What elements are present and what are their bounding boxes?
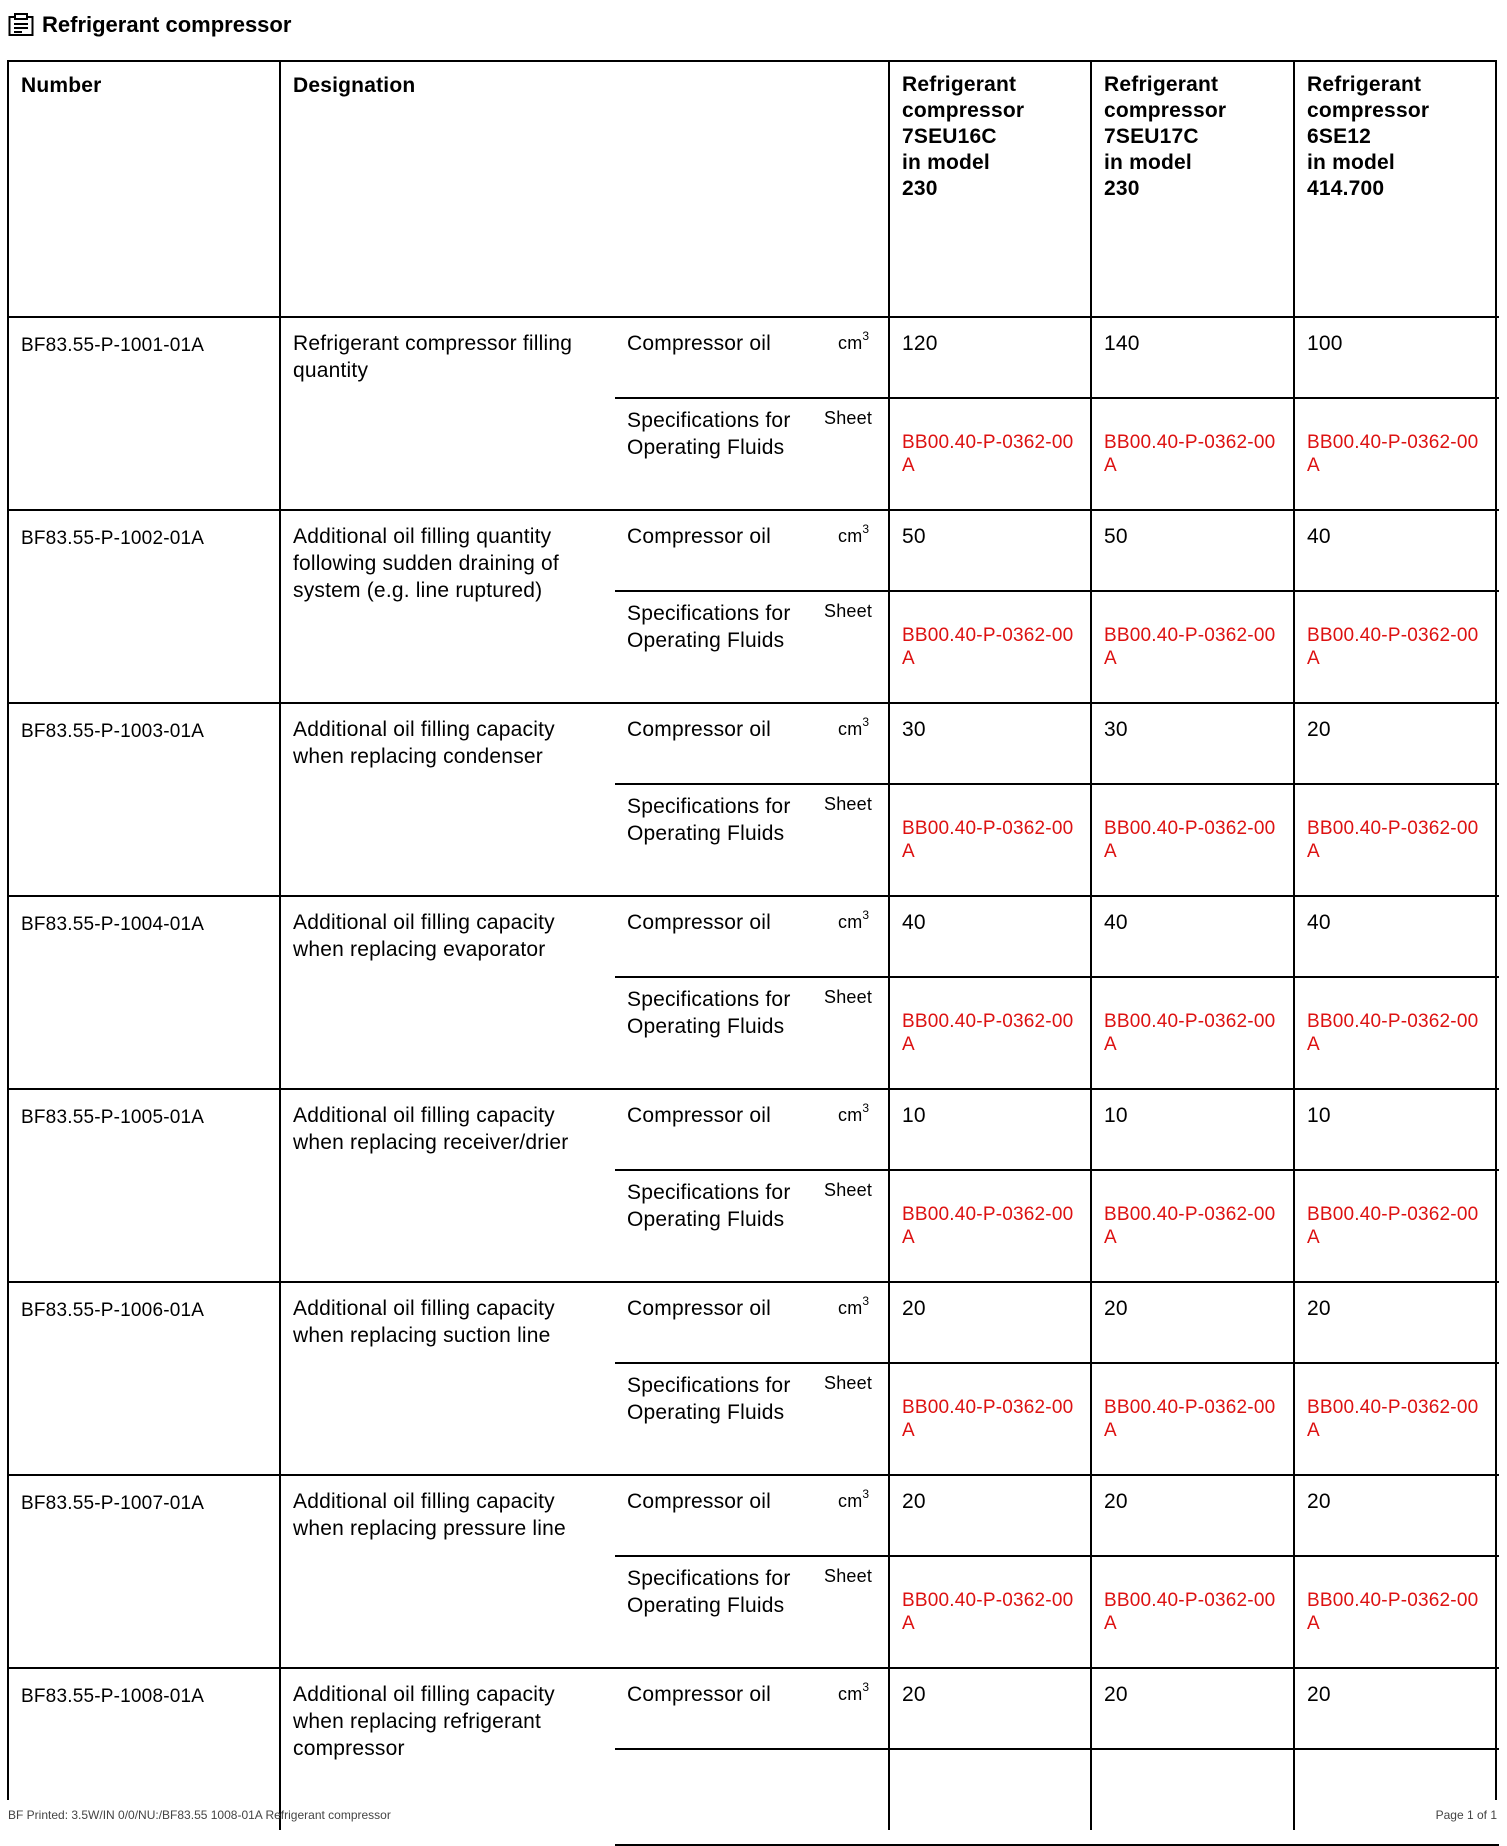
spec-sheet-ref: BB00.40-P-0362-00	[902, 1011, 1074, 1032]
spec-label	[627, 793, 791, 847]
designation-line: compressor	[293, 1737, 405, 1760]
row-number: BF83.55-P-1002-01A	[21, 528, 205, 549]
compressor-oil-value-1: 20	[902, 1683, 926, 1706]
spec-sheet-link-2[interactable]	[1104, 1010, 1275, 1056]
spec-sheet-link-2[interactable]	[1104, 1589, 1275, 1635]
row-number: BF83.55-P-1004-01A	[21, 914, 205, 935]
row-border	[9, 1474, 1499, 1476]
unit-cm: cm	[838, 1491, 863, 1511]
unit-cm: cm	[838, 719, 863, 739]
spec-sheet-link-1[interactable]	[902, 1589, 1073, 1635]
spec-sheet-ref: A	[1104, 1034, 1117, 1055]
spec-sheet-ref: BB00.40-P-0362-00	[902, 432, 1074, 453]
compressor-oil-value-1: 30	[902, 718, 926, 741]
header-line: Refrigerant	[902, 73, 1017, 96]
spec-sheet-ref: A	[1104, 841, 1117, 862]
spec-line: Specifications for	[627, 602, 791, 625]
spec-sheet-ref: A	[902, 841, 915, 862]
compressor-oil-value-1: 120	[902, 332, 938, 355]
unit-cm: cm	[838, 333, 863, 353]
spec-sheet-ref: BB00.40-P-0362-00	[1307, 625, 1479, 646]
spec-sheet-ref: A	[902, 648, 915, 669]
header-line: in model	[1104, 151, 1192, 174]
header-line: 414.700	[1307, 177, 1385, 200]
unit-superscript: 3	[862, 1487, 870, 1501]
spec-sheet-link-1[interactable]	[902, 1396, 1073, 1442]
sheet-label: Sheet	[824, 794, 873, 814]
compressor-oil-label: Compressor oil	[627, 332, 772, 355]
spec-sheet-link-1[interactable]	[902, 431, 1073, 477]
subrow-border	[615, 1748, 1499, 1750]
subrow-border	[615, 590, 1499, 592]
spec-sheet-ref: A	[1104, 648, 1117, 669]
compressor-oil-value-1: 40	[902, 911, 926, 934]
spec-line: Operating Fluids	[627, 436, 785, 459]
spec-line: Operating Fluids	[627, 629, 785, 652]
col-divider-value-2	[1090, 62, 1092, 1830]
spec-sheet-link-3[interactable]	[1307, 1396, 1478, 1442]
sheet-label: Sheet	[824, 601, 873, 621]
compressor-oil-value-1: 50	[902, 525, 926, 548]
unit-cm3	[838, 716, 869, 743]
row-border	[9, 1281, 1499, 1283]
designation-line: Additional oil filling capacity	[293, 1683, 555, 1706]
compressor-oil-label: Compressor oil	[627, 718, 772, 741]
unit-superscript: 3	[862, 908, 870, 922]
unit-superscript: 3	[862, 1680, 870, 1694]
compressor-oil-label: Compressor oil	[627, 525, 772, 548]
header-line: compressor	[1307, 99, 1430, 122]
header-line: 7SEU17C	[1104, 125, 1199, 148]
sheet-label: Sheet	[824, 987, 873, 1007]
sheet-label: Sheet	[824, 1373, 873, 1393]
spec-sheet-ref: A	[1307, 1613, 1320, 1634]
spec-sheet-ref: BB00.40-P-0362-00	[902, 625, 1074, 646]
spec-sheet-ref: BB00.40-P-0362-00	[1307, 432, 1479, 453]
spec-sheet-ref: A	[902, 1034, 915, 1055]
spec-sheet-link-2[interactable]	[1104, 817, 1275, 863]
unit-superscript: 3	[862, 1294, 870, 1308]
unit-cm: cm	[838, 1105, 863, 1125]
row-number: BF83.55-P-1001-01A	[21, 335, 205, 356]
designation-line: Additional oil filling quantity	[293, 525, 552, 548]
spec-sheet-ref: BB00.40-P-0362-00	[902, 1204, 1074, 1225]
row-border	[9, 1088, 1499, 1090]
spec-line: Specifications for	[627, 1374, 791, 1397]
designation-line: Additional oil filling capacity	[293, 1104, 555, 1127]
designation-line: Additional oil filling capacity	[293, 1490, 555, 1513]
row-number: BF83.55-P-1005-01A	[21, 1107, 205, 1128]
unit-cm3	[838, 1295, 869, 1322]
compressor-oil-value-3: 20	[1307, 1683, 1331, 1706]
row-designation	[293, 1488, 566, 1542]
spec-label	[627, 407, 791, 461]
spec-sheet-link-3[interactable]	[1307, 1203, 1478, 1249]
compressor-oil-value-1: 20	[902, 1297, 926, 1320]
spec-sheet-ref: BB00.40-P-0362-00	[902, 818, 1074, 839]
spec-sheet-link-1[interactable]	[902, 624, 1073, 670]
spec-sheet-ref: BB00.40-P-0362-00	[1104, 1590, 1276, 1611]
col-divider-value-3	[1293, 62, 1295, 1830]
spec-sheet-ref: BB00.40-P-0362-00	[1307, 1397, 1479, 1418]
compressor-oil-label: Compressor oil	[627, 1297, 772, 1320]
spec-sheet-ref: A	[1104, 1420, 1117, 1441]
row-designation	[293, 909, 555, 963]
spec-sheet-ref: A	[902, 455, 915, 476]
row-designation	[293, 716, 555, 770]
subrow-border	[615, 397, 1499, 399]
unit-cm3	[838, 523, 869, 550]
spec-sheet-ref: A	[1307, 648, 1320, 669]
footer-left: BF Printed: 3.5W/IN 0/0/NU:/BF83.55 1008-01A Refrigerant compressor	[8, 1808, 391, 1822]
designation-line: quantity	[293, 359, 369, 382]
spec-sheet-link-3[interactable]	[1307, 1589, 1478, 1635]
spec-sheet-ref: A	[1307, 1034, 1320, 1055]
spec-label	[627, 600, 791, 654]
spec-sheet-ref: A	[1104, 1613, 1117, 1634]
header-compressor-2	[1104, 72, 1226, 202]
compressor-oil-value-1: 10	[902, 1104, 926, 1127]
designation-line: when replacing condenser	[293, 745, 543, 768]
header-line: 7SEU16C	[902, 125, 997, 148]
compressor-oil-value-2: 30	[1104, 718, 1128, 741]
header-bottom-border	[9, 316, 1499, 318]
spec-label	[627, 1372, 791, 1426]
compressor-oil-value-3: 20	[1307, 1490, 1331, 1513]
spec-line: Operating Fluids	[627, 1015, 785, 1038]
spec-sheet-link-3[interactable]	[1307, 817, 1478, 863]
spec-sheet-link-2[interactable]	[1104, 624, 1275, 670]
designation-line: when replacing pressure line	[293, 1517, 566, 1540]
unit-superscript: 3	[862, 1101, 870, 1115]
row-designation	[293, 1681, 555, 1762]
header-line: 6SE12	[1307, 125, 1372, 148]
sheet-label: Sheet	[824, 1566, 873, 1586]
row-number: BF83.55-P-1003-01A	[21, 721, 205, 742]
header-line: in model	[902, 151, 990, 174]
unit-cm: cm	[838, 1684, 863, 1704]
col-divider-designation	[279, 62, 281, 1830]
spec-line: Specifications for	[627, 409, 791, 432]
compressor-oil-value-2: 140	[1104, 332, 1140, 355]
unit-superscript: 3	[862, 522, 870, 536]
row-border	[9, 509, 1499, 511]
compressor-oil-value-2: 40	[1104, 911, 1128, 934]
designation-line: system (e.g. line ruptured)	[293, 579, 543, 602]
compressor-oil-label: Compressor oil	[627, 1104, 772, 1127]
spec-line: Operating Fluids	[627, 1401, 785, 1424]
designation-line: following sudden draining of	[293, 552, 559, 575]
compressor-oil-value-2: 20	[1104, 1683, 1128, 1706]
spec-line: Operating Fluids	[627, 1208, 785, 1231]
row-designation	[293, 523, 559, 604]
unit-cm3	[838, 330, 869, 357]
header-line: 230	[902, 177, 938, 200]
spec-sheet-link-1[interactable]	[902, 1010, 1073, 1056]
compressor-oil-value-2: 20	[1104, 1297, 1128, 1320]
row-number: BF83.55-P-1007-01A	[21, 1493, 205, 1514]
spec-sheet-ref: BB00.40-P-0362-00	[1307, 1204, 1479, 1225]
spec-sheet-ref: BB00.40-P-0362-00	[1307, 1590, 1479, 1611]
spec-line: Specifications for	[627, 1181, 791, 1204]
spec-sheet-ref: BB00.40-P-0362-00	[1104, 432, 1276, 453]
row-designation	[293, 1295, 555, 1349]
spec-sheet-ref: A	[1307, 455, 1320, 476]
designation-line: when replacing refrigerant	[293, 1710, 542, 1733]
spec-line: Specifications for	[627, 988, 791, 1011]
spec-sheet-ref: A	[902, 1613, 915, 1634]
header-line: in model	[1307, 151, 1395, 174]
spec-sheet-ref: BB00.40-P-0362-00	[1104, 625, 1276, 646]
col-divider-value-1	[888, 62, 890, 1830]
header-line: 230	[1104, 177, 1140, 200]
header-line: Refrigerant	[1104, 73, 1219, 96]
designation-line: when replacing receiver/drier	[293, 1131, 569, 1154]
unit-cm3	[838, 1102, 869, 1129]
specifications-table	[7, 60, 1497, 1800]
compressor-oil-value-2: 20	[1104, 1490, 1128, 1513]
spec-sheet-link-3[interactable]	[1307, 1010, 1478, 1056]
subrow-border	[615, 1555, 1499, 1557]
spec-sheet-ref: A	[1104, 455, 1117, 476]
compressor-oil-value-3: 10	[1307, 1104, 1331, 1127]
page-title-text: Refrigerant compressor	[42, 12, 292, 37]
spec-line: Operating Fluids	[627, 1594, 785, 1617]
compressor-oil-value-2: 10	[1104, 1104, 1128, 1127]
row-border	[9, 1667, 1499, 1669]
designation-line: Refrigerant compressor filling	[293, 332, 573, 355]
spec-sheet-link-3[interactable]	[1307, 431, 1478, 477]
spec-sheet-ref: A	[1307, 1227, 1320, 1248]
designation-line: Additional oil filling capacity	[293, 1297, 555, 1320]
compressor-oil-label: Compressor oil	[627, 1490, 772, 1513]
footer-right: Page 1 of 1	[1435, 1808, 1497, 1822]
compressor-oil-value-3: 40	[1307, 525, 1331, 548]
spec-sheet-ref: BB00.40-P-0362-00	[1104, 1397, 1276, 1418]
page-title	[8, 10, 291, 40]
row-designation	[293, 1102, 568, 1156]
header-number: Number	[21, 74, 102, 97]
spec-sheet-ref: BB00.40-P-0362-00	[902, 1590, 1074, 1611]
unit-cm3	[838, 1488, 869, 1515]
row-border	[9, 702, 1499, 704]
subrow-border	[615, 976, 1499, 978]
spec-sheet-ref: BB00.40-P-0362-00	[1307, 1011, 1479, 1032]
header-line: compressor	[1104, 99, 1227, 122]
header-line: Refrigerant	[1307, 73, 1422, 96]
row-number: BF83.55-P-1006-01A	[21, 1300, 205, 1321]
designation-line: Additional oil filling capacity	[293, 718, 555, 741]
subrow-border	[615, 783, 1499, 785]
row-designation	[293, 330, 572, 384]
header-line: compressor	[902, 99, 1025, 122]
unit-cm3	[838, 1681, 869, 1708]
spec-sheet-link-2[interactable]	[1104, 1203, 1275, 1249]
spec-sheet-link-1[interactable]	[902, 1203, 1073, 1249]
subrow-border	[615, 1362, 1499, 1364]
unit-cm3	[838, 909, 869, 936]
spec-sheet-ref: A	[902, 1420, 915, 1441]
document-icon	[8, 13, 34, 37]
compressor-oil-value-2: 50	[1104, 525, 1128, 548]
unit-superscript: 3	[862, 715, 870, 729]
unit-cm: cm	[838, 912, 863, 932]
designation-line: when replacing suction line	[293, 1324, 551, 1347]
unit-superscript: 3	[862, 329, 870, 343]
spec-sheet-ref: A	[902, 1227, 915, 1248]
designation-line: when replacing evaporator	[293, 938, 546, 961]
spec-sheet-ref: BB00.40-P-0362-00	[1307, 818, 1479, 839]
spec-sheet-ref: A	[1307, 841, 1320, 862]
spec-sheet-ref: BB00.40-P-0362-00	[1104, 1011, 1276, 1032]
spec-label	[627, 986, 791, 1040]
spec-sheet-ref: BB00.40-P-0362-00	[1104, 1204, 1276, 1225]
header-designation: Designation	[293, 74, 416, 97]
unit-cm: cm	[838, 526, 863, 546]
compressor-oil-value-3: 100	[1307, 332, 1343, 355]
spec-sheet-ref: A	[1307, 1420, 1320, 1441]
spec-label	[627, 1565, 791, 1619]
spec-sheet-link-2[interactable]	[1104, 431, 1275, 477]
spec-line: Specifications for	[627, 1567, 791, 1590]
header-compressor-3	[1307, 72, 1429, 202]
spec-sheet-link-1[interactable]	[902, 817, 1073, 863]
compressor-oil-value-3: 40	[1307, 911, 1331, 934]
header-compressor-1	[902, 72, 1024, 202]
compressor-oil-value-1: 20	[902, 1490, 926, 1513]
spec-line: Operating Fluids	[627, 822, 785, 845]
sheet-label: Sheet	[824, 1180, 873, 1200]
spec-sheet-link-3[interactable]	[1307, 624, 1478, 670]
compressor-oil-value-3: 20	[1307, 718, 1331, 741]
spec-sheet-link-2[interactable]	[1104, 1396, 1275, 1442]
spec-sheet-ref: BB00.40-P-0362-00	[1104, 818, 1276, 839]
spec-label	[627, 1179, 791, 1233]
compressor-oil-label: Compressor oil	[627, 1683, 772, 1706]
row-border	[9, 895, 1499, 897]
spec-sheet-ref: A	[1104, 1227, 1117, 1248]
subrow-border	[615, 1169, 1499, 1171]
sheet-label: Sheet	[824, 408, 873, 428]
spec-sheet-ref: BB00.40-P-0362-00	[902, 1397, 1074, 1418]
row-number: BF83.55-P-1008-01A	[21, 1686, 205, 1707]
unit-cm: cm	[838, 1298, 863, 1318]
compressor-oil-label: Compressor oil	[627, 911, 772, 934]
compressor-oil-value-3: 20	[1307, 1297, 1331, 1320]
designation-line: Additional oil filling capacity	[293, 911, 555, 934]
spec-line: Specifications for	[627, 795, 791, 818]
